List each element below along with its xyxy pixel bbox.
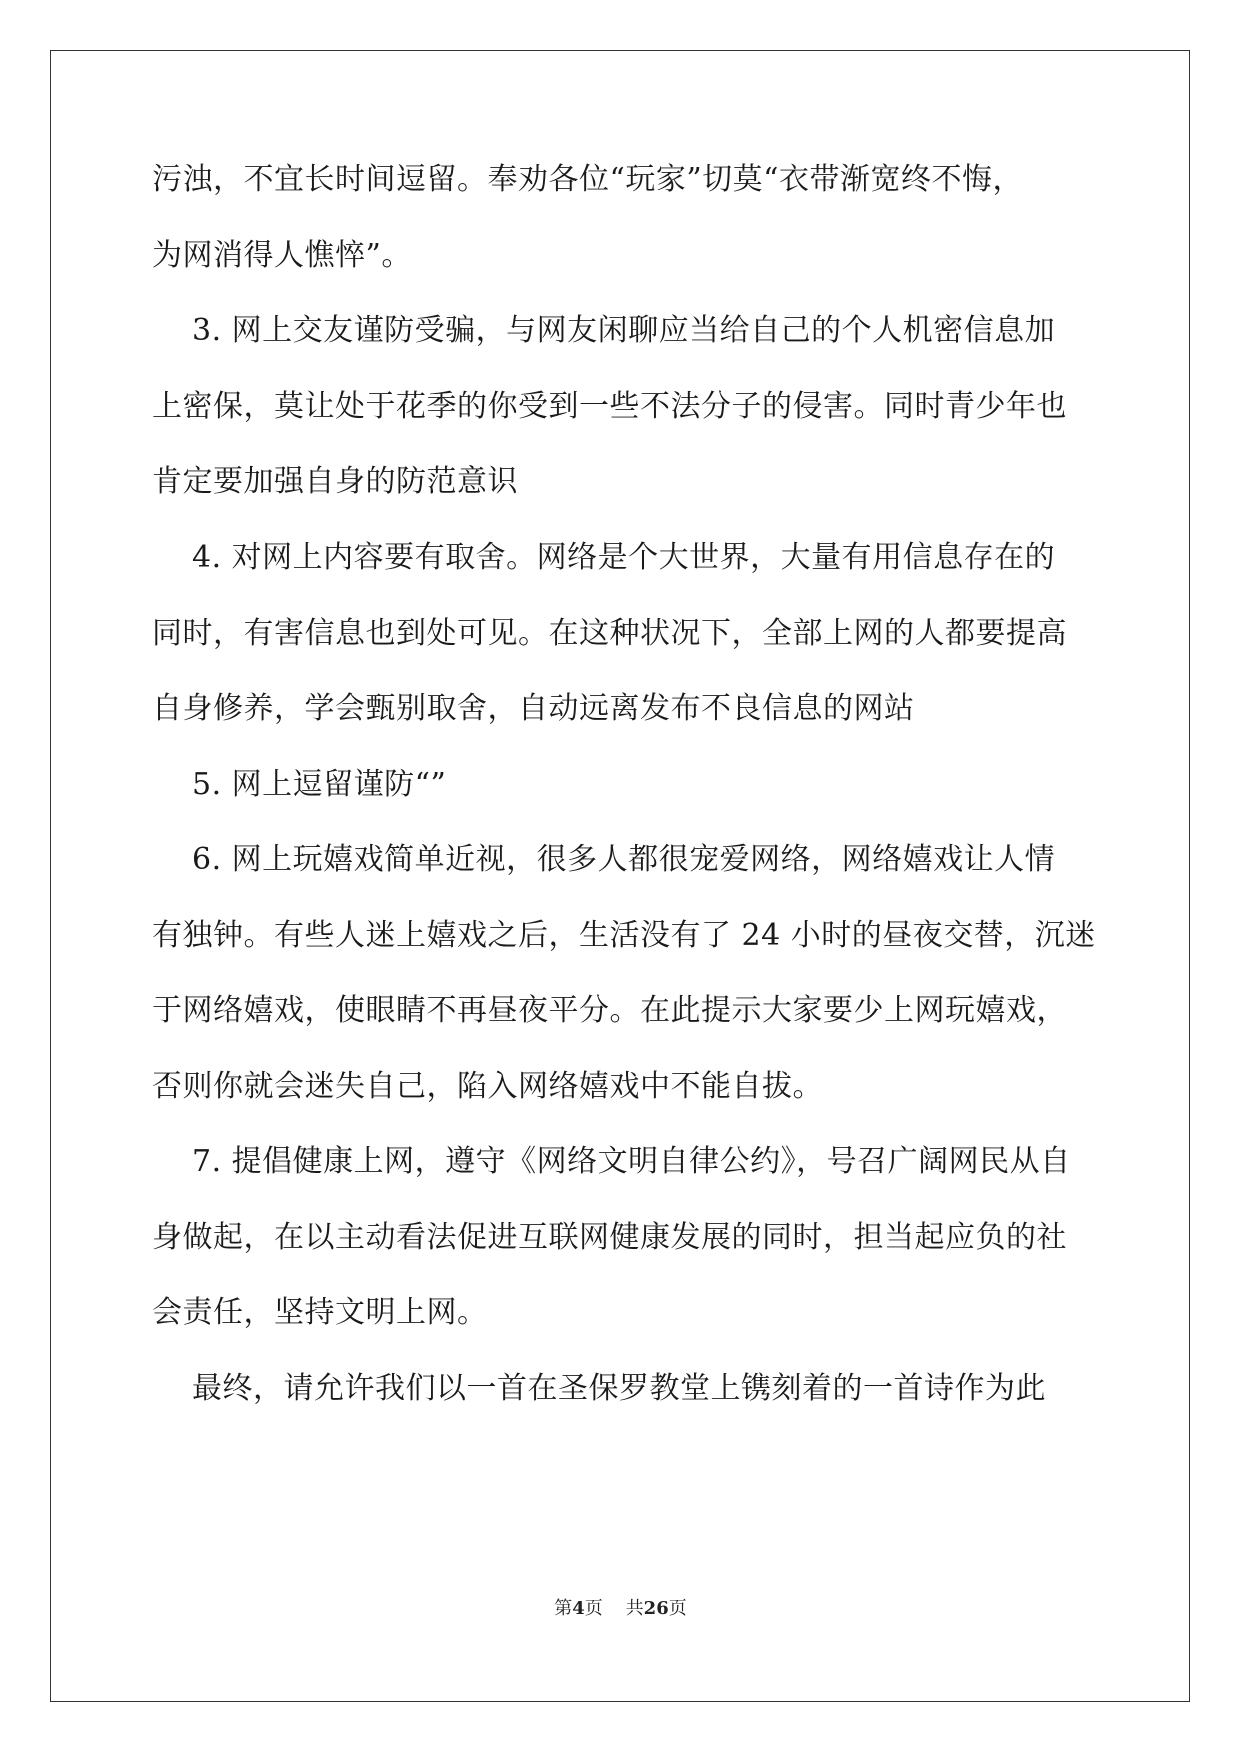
text-line: 6. 网上玩嬉戏简单近视，很多人都很宠爱网络，网络嬉戏让人情 [192, 842, 1056, 877]
text-line: 最终，请允许我们以一首在圣保罗教堂上镌刻着的一首诗作为此 [192, 1371, 1046, 1406]
text-line: 肯定要加强自身的防范意识 [152, 464, 518, 499]
text-line: 同时，有害信息也到处可见。在这种状况下，全部上网的人都要提高 [152, 616, 1067, 651]
text-line: 7. 提倡健康上网，遵守《网络文明自律公约》，号召广阔网民从自 [192, 1144, 1071, 1179]
total-pages: 26 [643, 1598, 669, 1619]
text-line: 污浊，不宜长时间逗留。奉劝各位“玩家”切莫“衣带渐宽终不悔， [152, 162, 1024, 197]
text-line: 于网络嬉戏，使眼睛不再昼夜平分。在此提示大家要少上网玩嬉戏， [152, 993, 1067, 1028]
page-footer [0, 1597, 1241, 1621]
text-line: 会责任，坚持文明上网。 [152, 1295, 488, 1330]
text-line: 3. 网上交友谨防受骗，与网友闲聊应当给自己的个人机密信息加 [192, 313, 1056, 348]
text-line: 上密保，莫让处于花季的你受到一些不法分子的侵害。同时青少年也 [152, 389, 1067, 424]
total-suffix: 页 [668, 1598, 687, 1619]
text-line: 5. 网上逗留谨防“” [192, 767, 447, 802]
text-line: 为网消得人憔悴”。 [152, 238, 412, 273]
text-line: 身做起，在以主动看法促进互联网健康发展的同时，担当起应负的社 [152, 1220, 1067, 1255]
text-line: 4. 对网上内容要有取舍。网络是个大世界，大量有用信息存在的 [192, 540, 1056, 575]
text-line: 自身修养，学会甄别取舍，自动远离发布不良信息的网站 [152, 691, 915, 726]
text-line: 有独钟。有些人迷上嬉戏之后，生活没有了 24 小时的昼夜交替，沉迷 [152, 918, 1096, 953]
text-line: 否则你就会迷失自己，陷入网络嬉戏中不能自拔。 [152, 1069, 823, 1104]
total-prefix: 共 [625, 1598, 644, 1619]
page-number: 4 [572, 1598, 585, 1619]
page-prefix: 第 [554, 1598, 573, 1619]
page-suffix: 页 [584, 1598, 603, 1619]
